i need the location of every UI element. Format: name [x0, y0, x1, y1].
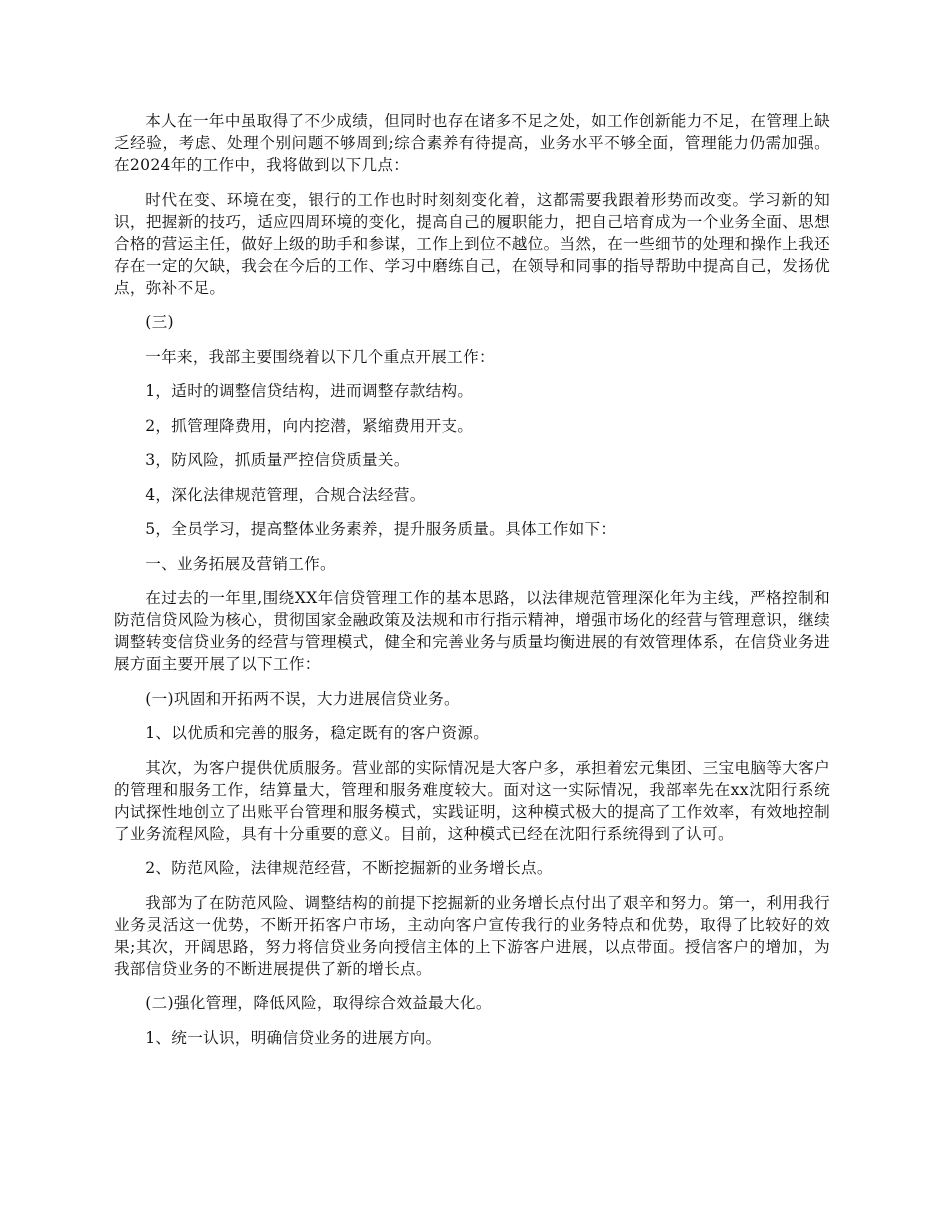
paragraph-growth-points: 我部为了在防范风险、调整结构的前提下挖掘新的业务增长点付出了艰辛和努力。第一，利用我行业务灵活这一优势，不断开拓客户市场，主动向客户宣传我行的业务特点和优势，取得了比较好的效果;其次，开阔思路，努力将信贷业务向授信主体的上下游客户进展，以点带面。授信客户的增加，为我部信贷业务的不断进展提供了新的增长点。: [114, 893, 830, 978]
heading-business-expansion: 一、业务拓展及营销工作。: [145, 554, 336, 573]
item-unified-understanding: 1、统一认识，明确信贷业务的进展方向。: [145, 1028, 442, 1047]
paragraph-customer-service: 其次，为客户提供优质服务。营业部的实际情况是大客户多，承担着宏元集团、三宝电脑等大客户的管理和服务工作，结算量大，管理和服务难度较大。面对这一实际情况，我部率先在xx沈阳行系统内试探性地创立了出账平台管理和服务模式，实践证明，这种模式极大的提高了工作效率，有效地控制了业务流程风险，具有十分重要的意义。目前，这种模式已经在沈阳行系统得到了认可。: [114, 758, 830, 843]
item-quality-service: 1、以优质和完善的服务，稳定既有的客户资源。: [145, 724, 490, 742]
subheading-management: (二)强化管理，降低风险，取得综合效益最大化。: [145, 994, 492, 1012]
subheading-consolidate: (一)巩固和开拓两不误，大力进展信贷业务。: [145, 689, 460, 708]
document-body: [114, 110, 830, 1061]
list-item-2: 2，抓管理降费用，向内挖潜，紧缩费用开支。: [145, 416, 474, 435]
paragraph-plan: 时代在变、环境在变，银行的工作也时时刻刻变化着，这都需要我跟着形势而改变。学习新的知识，把握新的技巧，适应四周环境的变化，提高自己的履职能力，把自己培育成为一个业务全面、思想合格的营运主任，做好上级的助手和参谋，工作上到位不越位。当然，在一些细节的处理和操作上我还存在一定的欠缺，我会在今后的工作、学习中磨练自己，在领导和同事的指导帮助中提高自己，发扬优点，弥补不足。: [114, 190, 830, 297]
list-item-5: 5，全员学习，提高整体业务素养，提升服务质量。具体工作如下：: [145, 520, 617, 538]
list-item-3: 3，防风险，抓质量严控信贷质量关。: [145, 451, 410, 469]
paragraph-self-assessment: 本人在一年中虽取得了不少成绩，但同时也存在诸多不足之处，如工作创新能力不足，在管理上缺乏经验，考虑、处理个别问题不够周到;综合素养有待提高，业务水平不够全面，管理能力仍需加强。在2024年的工作中，我将做到以下几点：: [114, 112, 830, 174]
paragraph-intro: 一年来，我部主要围绕着以下几个重点开展工作：: [145, 347, 495, 366]
list-item-1: 1，适时的调整信贷结构，进而调整存款结构。: [145, 382, 474, 400]
list-item-4: 4，深化法律规范管理，合规合法经营。: [145, 485, 426, 504]
item-risk-prevention: 2、防范风险，法律规范经营，不断挖掘新的业务增长点。: [145, 859, 553, 877]
section-heading-three: (三): [145, 313, 174, 331]
paragraph-past-year: 在过去的一年里,围绕XX年信贷管理工作的基本思路，以法律规范管理深化年为主线，严格控制和防范信贷风险为核心，贯彻国家金融政策及法规和市行指示精神，增强市场化的经营与管理意识，继续调整转变信贷业务的经营与管理模式，健全和完善业务与质量均衡进展的有效管理体系，在信贷业务进展方面主要开展了以下工作：: [114, 589, 830, 673]
